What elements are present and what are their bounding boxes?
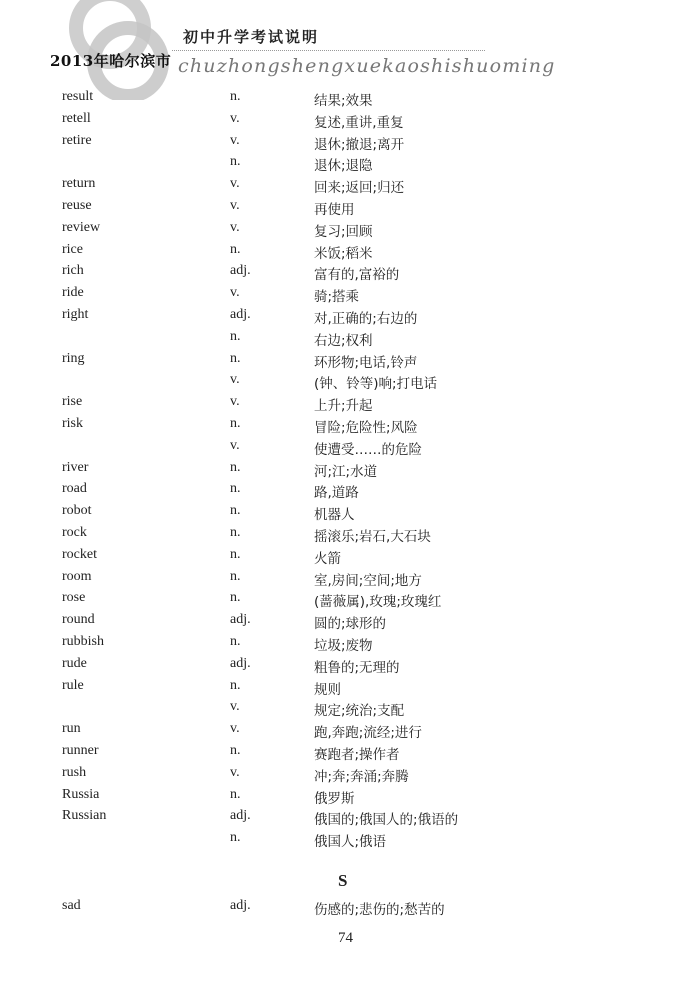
meaning: 路,道路 [314, 485, 359, 502]
vocab-entry [0, 588, 700, 610]
part-of-speech: v. [230, 110, 240, 126]
part-of-speech: n. [230, 524, 241, 540]
meaning: 室,房间;空间;地方 [314, 572, 422, 589]
word: rise [62, 394, 83, 410]
vocab-entry [0, 349, 700, 371]
meaning: 骑;搭乘 [314, 289, 360, 306]
meaning: 俄国的;俄国人的;俄语的 [314, 812, 459, 829]
vocab-entry [0, 697, 700, 719]
vocab-entry [0, 305, 700, 327]
word: result [62, 89, 94, 104]
word: Russia [62, 786, 100, 802]
word: rubbish [62, 633, 104, 649]
vocab-entry [0, 327, 700, 349]
part-of-speech: v. [230, 176, 240, 192]
part-of-speech: n. [230, 633, 241, 649]
meaning: 退休;退隐 [314, 158, 373, 175]
word: run [62, 721, 81, 737]
vocabulary-list [0, 87, 700, 850]
vocab-entry [0, 218, 700, 240]
header-divider [172, 50, 485, 51]
vocab-entry [0, 896, 700, 918]
vocab-entry [0, 436, 700, 458]
vocab-entry [0, 370, 700, 392]
part-of-speech: n. [230, 415, 241, 431]
meaning: (钟、铃等)响;打电话 [314, 376, 438, 393]
meaning: 结果;效果 [314, 93, 373, 109]
meaning: 俄罗斯 [314, 790, 355, 807]
vocab-entry [0, 109, 700, 131]
part-of-speech: adj. [230, 612, 251, 628]
meaning: 上升;升起 [314, 398, 373, 415]
word: Russian [62, 808, 107, 824]
word: round [62, 612, 95, 628]
word: reuse [62, 197, 92, 213]
word: rule [62, 677, 84, 693]
word: ride [62, 285, 84, 301]
vocab-entry [0, 785, 700, 807]
part-of-speech: v. [230, 699, 240, 715]
part-of-speech: n. [230, 503, 241, 519]
meaning: 伤感的;悲伤的;愁苦的 [314, 902, 445, 918]
book-title: 初中升学考试说明 [183, 28, 320, 46]
meaning: 米饭;稻米 [314, 245, 373, 262]
vocab-entry [0, 676, 700, 698]
part-of-speech: adj. [230, 655, 251, 671]
part-of-speech: v. [230, 197, 240, 213]
vocab-entry [0, 719, 700, 741]
meaning: 富有的,富裕的 [314, 267, 400, 284]
part-of-speech: v. [230, 372, 240, 388]
part-of-speech: v. [230, 394, 240, 410]
section-letter-heading: S [338, 871, 348, 890]
meaning: 使遭受……的危险 [314, 441, 422, 458]
vocab-entry [0, 152, 700, 174]
word: rocket [62, 546, 97, 562]
meaning: 冒险;危险性;风险 [314, 419, 418, 436]
city-label: 2013年哈尔滨市 [50, 52, 172, 70]
meaning: 火箭 [314, 550, 341, 567]
meaning: 跑,奔跑;流经;进行 [314, 725, 422, 742]
word: room [62, 568, 92, 584]
meaning: 粗鲁的;无理的 [314, 659, 400, 676]
word: sad [62, 898, 81, 913]
meaning: 复述,重讲,重复 [314, 114, 404, 131]
part-of-speech: n. [230, 350, 241, 366]
vocab-entry [0, 131, 700, 153]
part-of-speech: n. [230, 154, 241, 170]
meaning: 回来;返回;归还 [314, 180, 405, 197]
word: rose [62, 590, 86, 606]
part-of-speech: v. [230, 219, 240, 235]
word: return [62, 176, 96, 192]
meaning: 退休;撤退;离开 [314, 136, 405, 153]
vocab-entry [0, 545, 700, 567]
meaning: 垃圾;废物 [314, 637, 373, 654]
meaning: 机器人 [314, 507, 355, 524]
meaning: 对,正确的;右边的 [314, 310, 418, 327]
vocab-entry [0, 196, 700, 218]
part-of-speech: v. [230, 132, 240, 148]
part-of-speech: n. [230, 590, 241, 606]
vocab-entry [0, 763, 700, 785]
vocab-entry [0, 392, 700, 414]
part-of-speech: adj. [230, 898, 251, 913]
vocab-entry [0, 523, 700, 545]
vocab-entry [0, 283, 700, 305]
part-of-speech: n. [230, 89, 241, 104]
part-of-speech: n. [230, 786, 241, 802]
word: review [62, 219, 101, 235]
word: runner [62, 742, 99, 758]
part-of-speech: v. [230, 721, 240, 737]
meaning: 环形物;电话,铃声 [314, 354, 418, 371]
meaning: 赛跑者;操作者 [314, 746, 400, 763]
part-of-speech: n. [230, 241, 241, 257]
page-number: 74 [338, 930, 353, 946]
part-of-speech: adj. [230, 306, 251, 322]
vocab-entry [0, 654, 700, 676]
meaning: 复习;回顾 [314, 223, 373, 240]
part-of-speech: adj. [230, 808, 251, 824]
book-title-pinyin: chuzhongshengxuekaoshishuoming [178, 55, 556, 77]
vocab-entry [0, 87, 700, 109]
vocab-entry [0, 632, 700, 654]
word: rich [62, 263, 84, 279]
part-of-speech: n. [230, 546, 241, 562]
part-of-speech: v. [230, 285, 240, 301]
word: rock [62, 524, 87, 540]
word: retell [62, 110, 91, 126]
word: rice [62, 241, 83, 257]
meaning: 规则 [314, 681, 341, 698]
vocab-entry [0, 174, 700, 196]
vocab-entry [0, 479, 700, 501]
meaning: 河;江;水道 [314, 463, 378, 480]
meaning: 摇滚乐;岩石,大石块 [314, 528, 431, 545]
part-of-speech: n. [230, 830, 241, 846]
word: retire [62, 132, 92, 148]
part-of-speech: n. [230, 568, 241, 584]
word: ring [62, 350, 85, 366]
meaning: 俄国人;俄语 [314, 834, 387, 851]
word: rush [62, 764, 87, 780]
meaning: 圆的;球形的 [314, 616, 387, 633]
part-of-speech: n. [230, 742, 241, 758]
word: robot [62, 503, 92, 519]
part-of-speech: n. [230, 481, 241, 497]
part-of-speech: v. [230, 764, 240, 780]
vocab-entry [0, 567, 700, 589]
vocab-entry [0, 501, 700, 523]
meaning: 冲;奔;奔涌;奔腾 [314, 768, 409, 785]
meaning: (蔷薇属),玫瑰;玫瑰红 [314, 594, 442, 611]
word: risk [62, 415, 83, 431]
meaning: 右边;权利 [314, 332, 373, 349]
part-of-speech: v. [230, 437, 240, 453]
vocab-entry [0, 414, 700, 436]
vocab-entry [0, 806, 700, 828]
vocab-entry [0, 610, 700, 632]
part-of-speech: n. [230, 328, 241, 344]
part-of-speech: adj. [230, 263, 251, 279]
part-of-speech: n. [230, 459, 241, 475]
vocab-entry [0, 261, 700, 283]
word: rude [62, 655, 87, 671]
part-of-speech: n. [230, 677, 241, 693]
vocab-entry [0, 741, 700, 763]
word: right [62, 306, 89, 322]
vocab-entry [0, 240, 700, 262]
vocab-entry [0, 458, 700, 480]
meaning: 规定;统治;支配 [314, 703, 405, 720]
word: road [62, 481, 87, 497]
meaning: 再使用 [314, 201, 355, 218]
vocab-entry [0, 828, 700, 850]
word: river [62, 459, 89, 475]
